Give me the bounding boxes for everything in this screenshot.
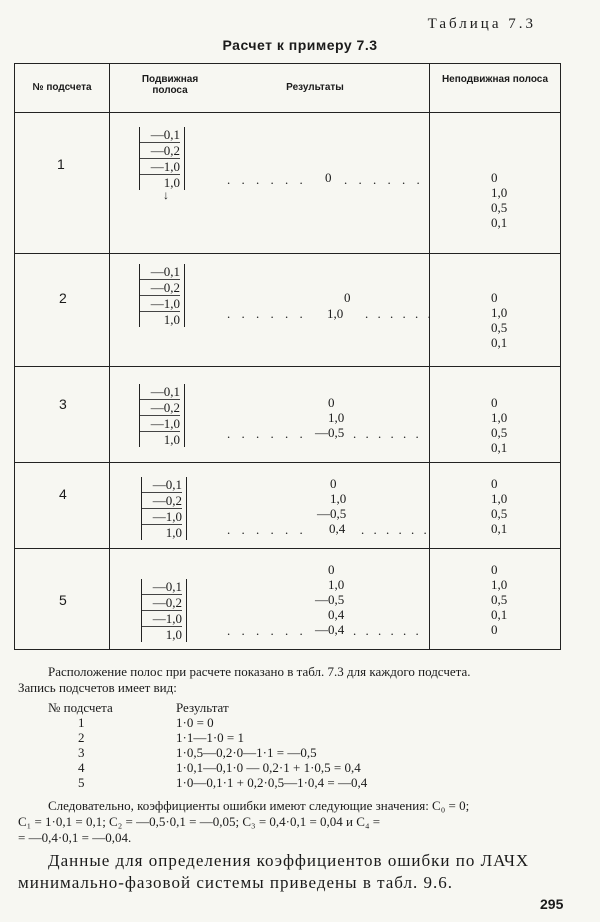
row-divider	[15, 548, 560, 549]
body-text-large: Данные для определения коэффициентов ошибки по ЛАЧХ	[48, 851, 530, 870]
dot-leader: . . . . . .	[227, 426, 307, 441]
result-value: 0	[330, 476, 337, 491]
result-value: 0	[328, 395, 335, 410]
col-divider	[429, 64, 430, 649]
fixed-value: 0,5	[491, 592, 508, 607]
fixed-value: 0,1	[491, 440, 508, 455]
row-number: 5	[59, 592, 67, 608]
fixed-value: 0	[491, 290, 498, 305]
body-text: C₁ = 1·0,1 = 0,1; C₂ = —0,5·0,1 = —0,05; C₃ = 0,4·0,1 = 0,04 и C₄ =	[18, 814, 381, 829]
fixed-value: 0,5	[491, 200, 508, 215]
fixed-value: 0,1	[491, 521, 508, 536]
list-item-result: 1·0—0,1·1 + 0,2·0,5—1·0,4 = —0,4	[176, 775, 368, 790]
result-value: 0	[325, 170, 332, 185]
row-number: 3	[59, 396, 67, 412]
row-number: 2	[59, 290, 67, 306]
moving-strip: —0,1 —0,2 —1,0 1,0	[141, 579, 187, 642]
result-value: 1,0	[328, 577, 345, 592]
list-item-number: 5	[78, 775, 85, 790]
list-item-number: 3	[78, 745, 85, 760]
row-divider	[15, 366, 560, 367]
result-value: —0,5	[315, 592, 345, 607]
dot-leader: . . . . . .	[353, 623, 422, 638]
dot-leader: . . . . . .	[361, 522, 430, 537]
list-header-result: Результат	[176, 700, 229, 715]
fixed-value: 0	[491, 395, 498, 410]
fixed-value: 0,1	[491, 607, 508, 622]
result-value: —0,4	[315, 622, 345, 637]
fixed-value: 0	[491, 622, 498, 637]
result-value: 0,4	[328, 607, 345, 622]
result-value: 0	[344, 290, 351, 305]
moving-strip: —0,1 —0,2 —1,0 1,0	[139, 384, 185, 447]
list-header-count: № подсчета	[48, 700, 113, 715]
list-item-result: 1·0,1—0,1·0 — 0,2·1 + 1·0,5 = 0,4	[176, 760, 361, 775]
result-value: 1,0	[330, 491, 347, 506]
fixed-value: 0	[491, 476, 498, 491]
body-text: Следовательно, коэффициенты ошибки имеют следующие значения: C₀ = 0;	[48, 798, 470, 813]
fixed-value: 0,1	[491, 215, 508, 230]
result-value: 1,0	[327, 306, 344, 321]
dot-leader: . . . . . .	[227, 306, 307, 321]
fixed-value: 0	[491, 562, 498, 577]
fixed-value: 1,0	[491, 410, 508, 425]
col-divider	[109, 64, 110, 649]
list-item-number: 4	[78, 760, 85, 775]
fixed-value: 0	[491, 170, 498, 185]
dot-leader: . . . . . .	[227, 522, 307, 537]
dot-leader: . . . . . .	[227, 623, 307, 638]
fixed-value: 0,5	[491, 425, 508, 440]
body-text: = —0,4·0,1 = —0,04.	[18, 830, 132, 845]
moving-strip: —0,1 —0,2 —1,0 1,0	[141, 477, 187, 540]
dot-leader: . . . . . .	[227, 172, 307, 187]
header-moving-strip: Подвижная полоса	[141, 74, 199, 96]
result-value: 0	[328, 562, 335, 577]
row-number: 4	[59, 486, 67, 502]
header-results: Результаты	[286, 82, 344, 93]
dot-leader: . . . . . .	[344, 172, 424, 187]
table-caption-label: Таблица 7.3	[427, 16, 536, 32]
body-text-large: минимально-фазовой системы приведены в табл. 9.6.	[18, 873, 453, 892]
body-text: Запись подсчетов имеет вид:	[18, 680, 177, 695]
row-divider	[15, 462, 560, 463]
header-fixed-strip: Неподвижная полоса	[441, 74, 549, 85]
fixed-value: 1,0	[491, 185, 508, 200]
fixed-value: 0,5	[491, 320, 508, 335]
dot-leader: . . . . . .	[365, 306, 434, 321]
result-value: —0,5	[315, 425, 345, 440]
row-divider	[15, 112, 560, 113]
dot-leader: . . . . . .	[353, 426, 422, 441]
moving-strip: —0,1 —0,2 —1,0 1,0	[139, 264, 185, 327]
body-text: Расположение полос при расчете показано в табл. 7.3 для каждого подсчета.	[48, 664, 471, 679]
result-value: 1,0	[328, 410, 345, 425]
list-item-number: 1	[78, 715, 85, 730]
fixed-value: 1,0	[491, 305, 508, 320]
list-item-number: 2	[78, 730, 85, 745]
table-title: Расчет к примеру 7.3	[222, 37, 378, 53]
fixed-value: 0,5	[491, 506, 508, 521]
list-item-result: 1·1—1·0 = 1	[176, 730, 244, 745]
fixed-value: 1,0	[491, 491, 508, 506]
fixed-value: 1,0	[491, 577, 508, 592]
list-item-result: 1·0,5—0,2·0—1·1 = —0,5	[176, 745, 317, 760]
list-item-result: 1·0 = 0	[176, 715, 214, 730]
fixed-value: 0,1	[491, 335, 508, 350]
header-count: № подсчета	[32, 82, 92, 93]
moving-strip: —0,1 —0,2 —1,0 1,0	[139, 127, 185, 190]
page-number: 295	[540, 896, 564, 912]
result-value: 0,4	[329, 521, 346, 536]
row-divider	[15, 253, 560, 254]
result-value: —0,5	[317, 506, 347, 521]
results-table	[14, 63, 561, 650]
arrow-down-icon: ↓	[163, 188, 169, 202]
row-number: 1	[57, 156, 65, 172]
